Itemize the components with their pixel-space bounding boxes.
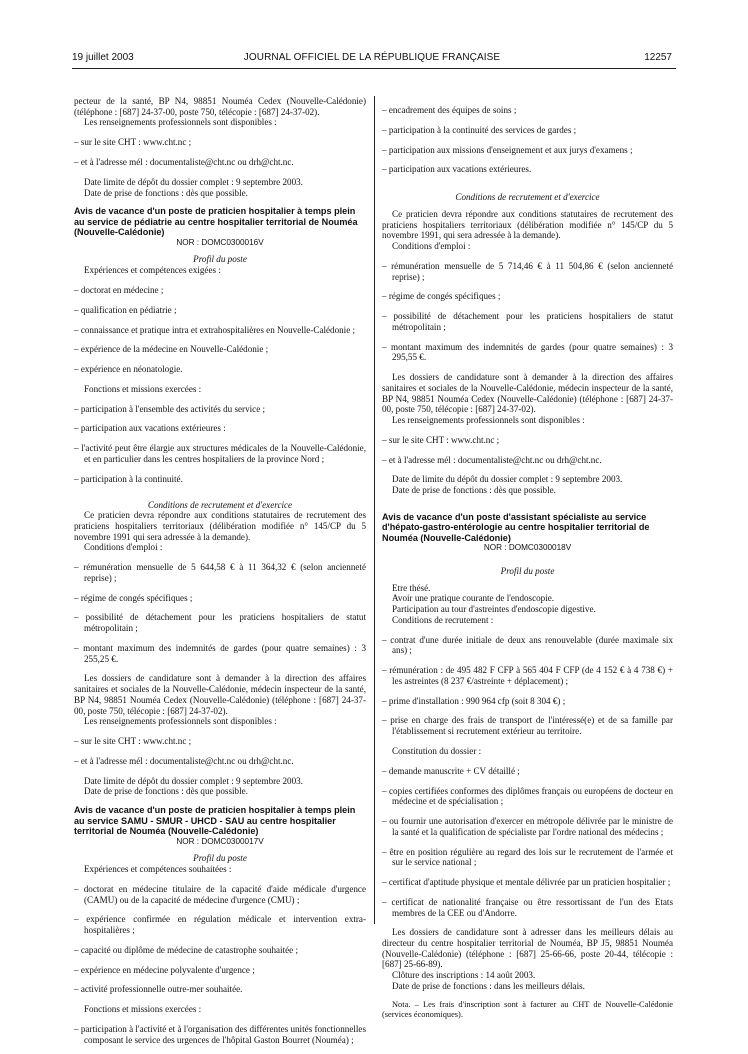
avis1-conditions-title: Conditions de recrutement et d'exercice [147, 499, 293, 510]
list-item: – expérience en médecine polyvalente d'urgence ; [74, 964, 255, 975]
list-item: – doctorat en médecine titulaire de la capacité d'aide médicale d'urgence (CAMU) ou de la capacité de médecine d'urgence (CMU) ; [74, 883, 366, 905]
intro-date-limite: Date limite de dépôt du dossier complet : 9 septembre 2003. [84, 176, 303, 187]
list-item: – expérience confirmée en régulation médicale et intervention extra-hospitalières ; [74, 914, 366, 935]
list-item: – encadrement des équipes de soins ; [382, 105, 517, 116]
list-item: – certificat de nationalité française ou être ressortissant de l'un des Etats membres de la CEE ou d'Andorre. [382, 896, 673, 918]
intro-renseignements: Les renseignements professionnels sont disponibles : [84, 117, 277, 128]
header-journal-title: JOURNAL OFFICIEL DE LA RÉPUBLIQUE FRANÇAISE [243, 52, 501, 63]
avis3-recrut-title: Conditions de recrutement : [392, 614, 494, 625]
emploi-title: Conditions d'emploi : [392, 241, 471, 252]
list-item: – activité professionnelle outre-mer souhaitée. [74, 984, 243, 995]
list-item: – participation à l'ensemble des activités du service ; [74, 403, 266, 414]
list-item: – et à l'adresse mél : documentaliste@cht.nc ou drh@cht.nc. [74, 755, 294, 766]
avis1-fonc-title: Fonctions et missions exercées : [84, 383, 202, 394]
avis1-renseignements: Les renseignements professionnels sont disponibles : [84, 716, 277, 727]
avis1-dossiers: Les dossiers de candidature sont à demander à la direction des affaires sanitaires et sociales de la Nouvelle-Calédonie, médecin inspecteur de la santé, BP N4, 98851 Nouméa Cedex (Nouvelle-Calédonie) (téléphone : [687] 24-37-00, poste 750, télécopie : [687] 24-37-02). [74, 673, 366, 716]
list-item: – possibilité de détachement pour les praticiens hospitaliers de statut métropolitain ; [74, 612, 366, 634]
column-divider [374, 96, 375, 924]
page-header [72, 52, 672, 66]
list-item: – sur le site CHT : www.cht.nc ; [382, 434, 500, 445]
avis3-prise: Date de prise de fonctions : dans les meilleurs délais. [392, 980, 585, 991]
avis3-nor: NOR : DOMC0300018V [483, 543, 572, 553]
list-item: – expérience de la médecine en Nouvelle-Calédonie ; [74, 344, 269, 355]
list-item: – certificat d'aptitude physique et mentale délivrée par un praticien hospitalier ; [382, 877, 671, 887]
intro-item: – et à l'adresse mél : documentaliste@cht.nc ou drh@cht.nc. [74, 157, 294, 167]
list-item: – participation aux missions d'enseignement et aux jurys d'examens ; [382, 144, 633, 155]
avis3-const-title: Constitution du dossier : [392, 745, 482, 756]
date-limite: Date de limite du dépôt du dossier complet : 9 septembre 2003. [392, 474, 623, 485]
list-item: – prise en charge des frais de transport de l'intéressé(e) et de sa famille par l'établissement si recrutement extérieur au territoire. [382, 715, 673, 737]
list-item: – régime de congés spécifiques ; [74, 592, 193, 603]
dossiers: Les dossiers de candidature sont à demander à la direction des affaires sanitaires et sociales de la Nouvelle-Calédonie, médecin inspecteur de la santé, BP N4, 98851 Nouméa Cedex (Nouvelle-Calédonie) (téléphone : [687] 24-37-00, poste 750, télécopie : [687] 24-37-02). [382, 372, 673, 415]
list-item: – participation à la continuité des services de gardes ; [382, 124, 577, 135]
conditions-title: Conditions de recrutement et d'exercice [455, 192, 600, 203]
intro-paragraph: pecteur de la santé, BP N4, 98851 Nouméa Cedex (Nouvelle-Calédonie) (téléphone : [687] 24-37-00, poste 750, télécopie : [687] 24-37-02). [74, 96, 366, 117]
prise: Date de prise de fonctions : dès que possible. [392, 485, 556, 496]
list-item: – qualification en pédiatrie ; [74, 304, 177, 315]
intro-item: – sur le site CHT : www.cht.nc ; [74, 137, 192, 148]
list-item: – rémunération mensuelle de 5 714,46 € à 11 504,86 € (selon ancienneté reprise) ; [382, 260, 673, 282]
right-column [382, 96, 673, 1020]
avis1-nor: NOR : DOMC0300016V [176, 237, 264, 247]
avis3-title: Avis de vacance d'un poste d'assistant spécialiste au service d'hépato-gastro-entérologie au centre hospitalier territorial de Nouméa (Nouvelle-Calédonie) [382, 511, 650, 543]
avis3-line: Avoir une pratique courante de l'endoscopie. [392, 593, 555, 604]
avis1-date-limite: Date limite de dépôt du dossier complet : 9 septembre 2003. [84, 775, 303, 786]
list-item: – ou fournir une autorisation d'exercer en métropole délivrée par le ministre de la santé et la qualification de spécialiste par l'ordre national des médecins ; [382, 816, 673, 837]
list-item: – l'activité peut être élargie aux structures médicales de la Nouvelle-Calédonie, et en particulier dans les centres hospitaliers de la province Nord ; [74, 443, 366, 464]
list-item: – capacité ou diplôme de médecine de catastrophe souhaitée ; [74, 944, 298, 955]
avis1-title: Avis de vacance d'un poste de praticien hospitalier à temps plein au service de pédiatrie au centre hospitalier territorial de Nouméa (Nouvelle-Calédonie) [74, 206, 358, 238]
list-item: – rémunération : de 495 482 F CFP à 565 404 F CFP (de 4 152 € à 4 738 €) + les astreintes (8 237 €/astreinte + déplacement) ; [382, 665, 673, 686]
left-column [74, 96, 366, 1054]
list-item: – montant maximum des indemnités de gardes (pour quatre semaines) : 3 255,25 €. [74, 642, 366, 664]
avis1-profil: Profil du poste [193, 254, 247, 265]
intro-prise: Date de prise de fonctions : dès que possible. [84, 187, 248, 198]
avis3-nota: Nota. – Les frais d'inscription sont à facturer au CHT de Nouvelle-Calédonie (services économiques). [382, 999, 673, 1019]
list-item: – participation à l'activité et à l'organisation des différentes unités fonctionnelles composant le service des urgences de l'hôpital Gaston Bourret (Nouméa) ; [74, 1023, 366, 1045]
list-item: – montant maximum des indemnités de gardes (pour quatre semaines) : 3 295,55 €. [382, 341, 673, 363]
list-item: – participation aux vacations extérieures. [382, 164, 532, 175]
list-item: – et à l'adresse mél : documentaliste@cht.nc ou drh@cht.nc. [382, 454, 602, 465]
list-item: – possibilité de détachement pour les praticiens hospitaliers de statut métropolitain ; [382, 311, 673, 332]
avis2-title: Avis de vacance d'un poste de praticien hospitalier à temps plein au service SAMU - SMUR - UHCD - SAU au centre hospitalier territorial de Nouméa (Nouvelle-Calédonie) [74, 805, 356, 837]
header-rule [72, 68, 676, 69]
list-item: – contrat d'une durée initiale de deux ans renouvelable (durée maximale six ans) ; [382, 634, 673, 656]
avis3-cloture: Clôture des inscriptions : 14 août 2003. [392, 970, 536, 981]
avis3-profil: Profil du poste [500, 566, 555, 576]
list-item: – participation à la continuité. [74, 473, 183, 484]
list-item: – connaissance et pratique intra et extrahospitalières en Nouvelle-Calédonie ; [74, 324, 356, 335]
avis2-nor: NOR : DOMC0300017V [176, 836, 264, 846]
header-page-number: 12257 [644, 52, 672, 63]
list-item: – copies certifiées conformes des diplômes français ou européens de docteur en médecine et de spécialisation ; [382, 785, 673, 807]
avis3-line: Participation au tour d'astreintes d'endoscopie digestive. [392, 604, 596, 615]
list-item: – sur le site CHT : www.cht.nc ; [74, 736, 192, 747]
avis2-exp-title: Expériences et compétences souhaitées : [84, 864, 232, 874]
renseignements: Les renseignements professionnels sont disponibles : [392, 415, 585, 425]
list-item: – régime de congés spécifiques ; [382, 291, 501, 302]
list-item: – être en position régulière au regard des lois sur le recrutement de l'armée et sur le service national ; [382, 846, 673, 868]
avis1-prise: Date de prise de fonctions : dès que possible. [84, 786, 248, 797]
avis2-fonc-title: Fonctions et missions exercées : [84, 1004, 202, 1015]
conditions-text: Ce praticien devra répondre aux conditions statutaires de recrutement des praticiens hospitaliers territoriaux (délibération modifiée n° 145/CP du 5 novembre 1991, qui sera adressée à la demande). [382, 208, 673, 241]
avis3-dossiers: Les dossiers de candidature sont à adresser dans les meilleurs délais au directeur du centre hospitalier territorial de Nouméa, BP J5, 98851 Nouméa (Nouvelle-Calédonie) (téléphone : [687] 25-66-66, poste 20-44, télécopie : [687] 25-66-89). [382, 927, 673, 970]
list-item: – expérience en néonatologie. [74, 364, 183, 375]
avis3-line: Etre thésé. [392, 582, 431, 593]
avis1-exp-title: Expériences et compétences exigées : [84, 265, 221, 276]
list-item: – prime d'installation : 990 964 cfp (soit 8 304 €) ; [382, 695, 566, 706]
header-date: 19 juillet 2003 [72, 52, 134, 63]
list-item: – demande manuscrite + CV détaillé ; [382, 765, 520, 776]
list-item: – doctorat en médecine ; [74, 284, 164, 295]
avis1-emploi-title: Conditions d'emploi : [84, 542, 163, 553]
list-item: – rémunération mensuelle de 5 644,58 € à 11 364,32 € (selon ancienneté reprise) ; [74, 562, 366, 583]
list-item: – participation aux vacations extérieures : [74, 423, 226, 434]
avis1-conditions-text: Ce praticien devra répondre aux conditions statutaires de recrutement des praticiens hospitaliers territoriaux (délibération modifiée n° 145/CP du 5 novembre 1991 qui sera adressée à la demande). [74, 510, 366, 542]
avis2-profil: Profil du poste [193, 853, 247, 864]
